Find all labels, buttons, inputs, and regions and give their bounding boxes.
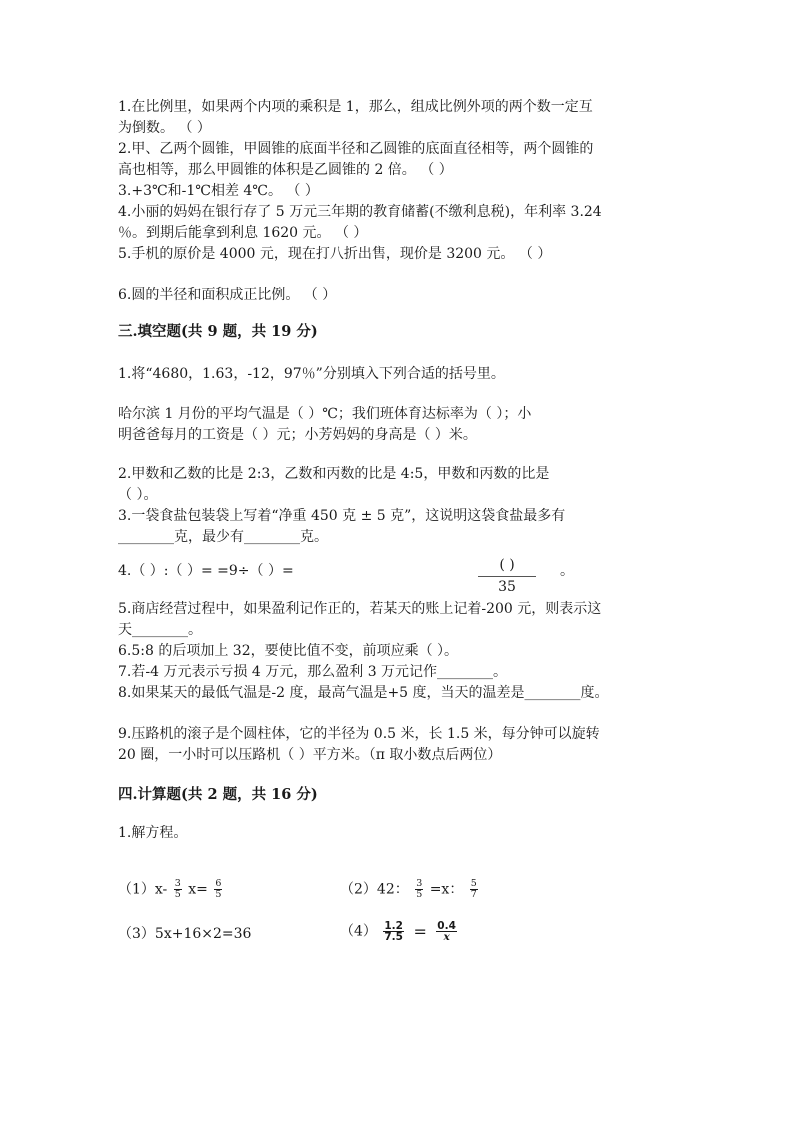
fill-q5-line1: 5.商店经营过程中，如果盈利记作正的，若某天的账上记着-200 元，则表示这 [118, 601, 602, 617]
equation-1 [118, 879, 224, 900]
fill-q7: 7.若-4 万元表示亏损 4 万元，那么盈利 3 万元记作________。 [118, 664, 508, 680]
fill-q4: 4.（ ）:（ ）= =9÷（ ）= [118, 563, 294, 579]
section4-heading: 四.计算题(共 2 题，共 16 分) [118, 786, 318, 803]
eq4-fraction-a [383, 921, 404, 942]
equation-3: （3）5x+16×2=36 [118, 926, 252, 942]
eq4-equals: = [413, 921, 427, 941]
eq2-fraction-a-den: 5 [416, 889, 423, 900]
eq1-fraction-b-den: 5 [215, 889, 222, 900]
judge-q6: 6.圆的半径和面积成正比例。 （ ） [118, 287, 337, 303]
fill-q9-line2: 20 圈，一小时可以压路机（ ）平方米。（π 取小数点后两位） [118, 747, 502, 763]
eq1-fraction-b-num: 6 [215, 878, 222, 889]
fill-q4-fraction-numerator: ( ) [499, 557, 515, 573]
fill-q9-line1: 9.压路机的滚子是个圆柱体，它的半径为 0.5 米，长 1.5 米，每分钟可以旋转 [118, 726, 600, 742]
eq2-fraction-a-num: 3 [416, 878, 423, 889]
eq2-middle: =x： [429, 881, 464, 898]
judge-q5: 5.手机的原价是 4000 元，现在打八折出售，现价是 3200 元。 （ ） [118, 246, 552, 262]
fill-q6: 6.5:8 的后项加上 32，要使比值不变，前项应乘（ ）。 [118, 643, 459, 659]
eq2-prefix: （2）42： [340, 881, 409, 898]
fill-q8: 8.如果某天的最低气温是-2 度，最高气温是+5 度，当天的温差是________度。 [118, 685, 609, 701]
fill-q2-line2: （ ）。 [118, 487, 158, 503]
fill-q1-line3: 明爸爸每月的工资是（ ）元；小芳妈妈的身高是（ ）米。 [118, 427, 477, 443]
eq1-fraction-a [174, 879, 182, 900]
fill-q2-line1: 2.甲数和乙数的比是 2:3，乙数和丙数的比是 4:5，甲数和丙数的比是 [118, 466, 550, 482]
equation-4 [340, 921, 459, 942]
judge-q3: 3.+3℃和-1℃相差 4℃。 （ ） [118, 183, 319, 199]
judge-q2-line2: 高也相等，那么甲圆锥的体积是乙圆锥的 2 倍。 （ ） [118, 162, 453, 178]
equation-2 [340, 879, 480, 900]
fill-q3-line1: 3.一袋食盐包装袋上写着“净重 450 克 ± 5 克”，这说明这袋食盐最多有 [118, 508, 566, 524]
fill-q5-line2: 天________。 [118, 622, 202, 638]
fill-q4-fraction-denominator: 35 [498, 579, 516, 595]
fill-q4-fraction [478, 556, 536, 596]
eq4-fraction-a-num: 1.2 [384, 920, 403, 932]
eq2-fraction-b-num: 5 [470, 878, 477, 889]
judge-q1-line2: 为倒数。 （ ） [118, 120, 211, 136]
eq1-prefix: （1）x- [118, 881, 168, 898]
fraction-bar [478, 576, 536, 577]
fill-q3-line2: ________克，最少有________克。 [118, 529, 328, 545]
eq4-fraction-b-den: x [443, 931, 450, 943]
eq2-fraction-b [470, 879, 478, 900]
judge-q4-line2: ％。到期后能拿到利息 1620 元。 （ ） [118, 225, 368, 241]
fill-q1-line2: 哈尔滨 1 月份的平均气温是（ ）℃；我们班体育达标率为（ ）；小 [118, 406, 532, 422]
judge-q2-line1: 2.甲、乙两个圆锥，甲圆锥的底面半径和乙圆锥的底面直径相等，两个圆锥的 [118, 141, 594, 157]
fill-q1-line1: 1.将“4680，1.63，-12，97％”分别填入下列合适的括号里。 [118, 366, 505, 382]
judge-q1-line1: 1.在比例里，如果两个内项的乘积是 1，那么，组成比例外项的两个数一定互 [118, 99, 593, 115]
eq4-fraction-b-num: 0.4 [437, 920, 456, 932]
eq2-fraction-a [415, 879, 423, 900]
eq1-fraction-a-den: 5 [174, 889, 181, 900]
eq4-fraction-a-den: 7.5 [384, 931, 403, 943]
fill-q4-end: 。 [560, 563, 574, 579]
eq2-fraction-b-den: 7 [470, 889, 477, 900]
calc-q1: 1.解方程。 [118, 825, 188, 841]
eq4-prefix: （4） [340, 923, 377, 940]
eq1-fraction-a-num: 3 [174, 878, 181, 889]
eq1-fraction-b [214, 879, 222, 900]
judge-q4-line1: 4.小丽的妈妈在银行存了 5 万元三年期的教育储蓄(不缴利息税)，年利率 3.24 [118, 204, 602, 220]
section3-heading: 三.填空题(共 9 题，共 19 分) [118, 323, 318, 340]
eq4-fraction-b [436, 921, 457, 942]
eq1-middle: x= [188, 881, 208, 898]
